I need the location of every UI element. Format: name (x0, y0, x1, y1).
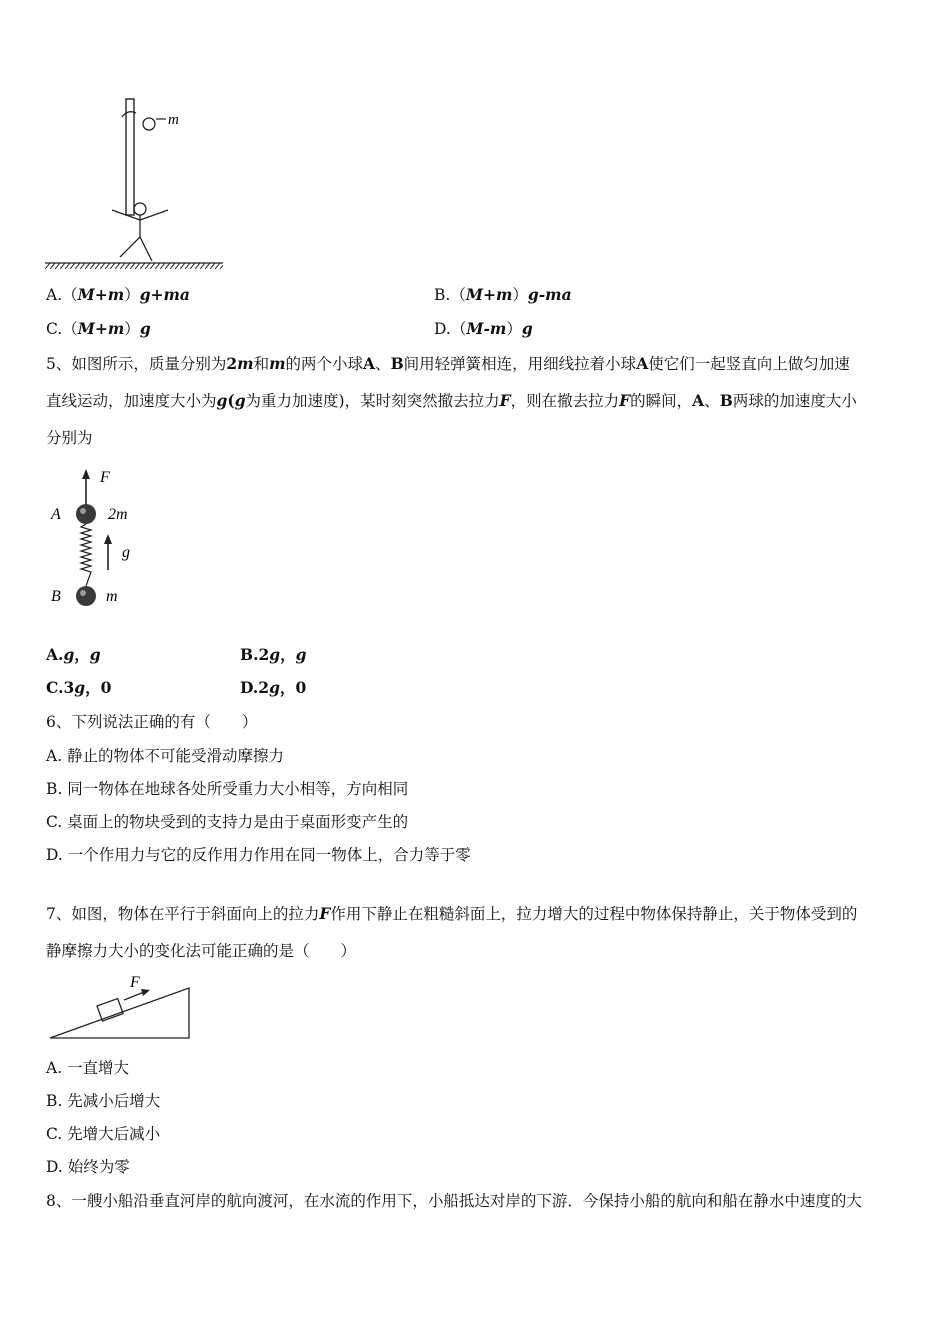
q6-option-d[interactable]: D. 一个作用力与它的反作用力作用在同一物体上，合力等于零 (46, 846, 471, 864)
q5-stem-line-2: 直线运动，加速度大小为g(g为重力加速度)，某时刻突然撤去拉力F，则在撤去拉力F的瞬间，A、B两球的加速度大小 (46, 391, 857, 410)
spring-figure (40, 462, 160, 612)
q7-option-a[interactable]: A. 一直增大 (46, 1059, 130, 1077)
spring-label-g: g (122, 544, 130, 561)
q6-option-c[interactable]: C. 桌面上的物块受到的支持力是由于桌面形变产生的 (46, 813, 409, 831)
spring-label-B: B (51, 588, 61, 605)
q7-stem-line-2: 静摩擦力大小的变化法可能正确的是（ ） (46, 942, 357, 960)
q6-option-b[interactable]: B. 同一物体在地球各处所受重力大小相等，方向相同 (46, 780, 409, 798)
pole-figure (40, 95, 240, 275)
q4-option-b[interactable]: B.（M+m）g-ma (434, 285, 572, 304)
q5-option-a[interactable]: A.g，g (46, 645, 101, 664)
spring-label-F: F (100, 469, 110, 486)
pole-label-m: m (168, 112, 179, 128)
spring-label-2m: 2m (108, 506, 128, 523)
spring-label-A: A (51, 506, 61, 523)
q5-stem-line-1: 5、如图所示，质量分别为2m和m的两个小球A、B间用轻弹簧相连，用细线拉着小球A使它们一起竖直向上做匀加速 (46, 354, 850, 373)
q6-stem: 6、下列说法正确的有（ ） (46, 713, 258, 731)
q4-option-a[interactable]: A.（M+m）g+ma (46, 285, 190, 304)
q6-option-a[interactable]: A. 静止的物体不可能受滑动摩擦力 (46, 747, 285, 765)
q5-option-b[interactable]: B.2g，g (240, 645, 307, 664)
q4-option-d[interactable]: D.（M-m）g (434, 319, 533, 338)
incline-figure (44, 970, 204, 1045)
q4-option-c[interactable]: C.（M+m）g (46, 319, 151, 338)
q7-option-c[interactable]: C. 先增大后减小 (46, 1125, 161, 1143)
q5-option-c[interactable]: C.3g，0 (46, 678, 112, 697)
spring-label-m: m (106, 588, 118, 605)
q7-option-b[interactable]: B. 先减小后增大 (46, 1092, 161, 1110)
q8-stem-line-1: 8、一艘小船沿垂直河岸的航向渡河，在水流的作用下，小船抵达对岸的下游．今保持小船的航向和船在静水中速度的大 (46, 1192, 862, 1210)
q5-option-d[interactable]: D.2g，0 (240, 678, 307, 697)
incline-label-F: F (130, 974, 140, 991)
q5-stem-line-3: 分别为 (46, 429, 93, 447)
q7-option-d[interactable]: D. 始终为零 (46, 1158, 130, 1176)
q7-stem-line-1: 7、如图，物体在平行于斜面向上的拉力F作用下静止在粗糙斜面上，拉力增大的过程中物体保持静止，关于物体受到的 (46, 904, 858, 923)
